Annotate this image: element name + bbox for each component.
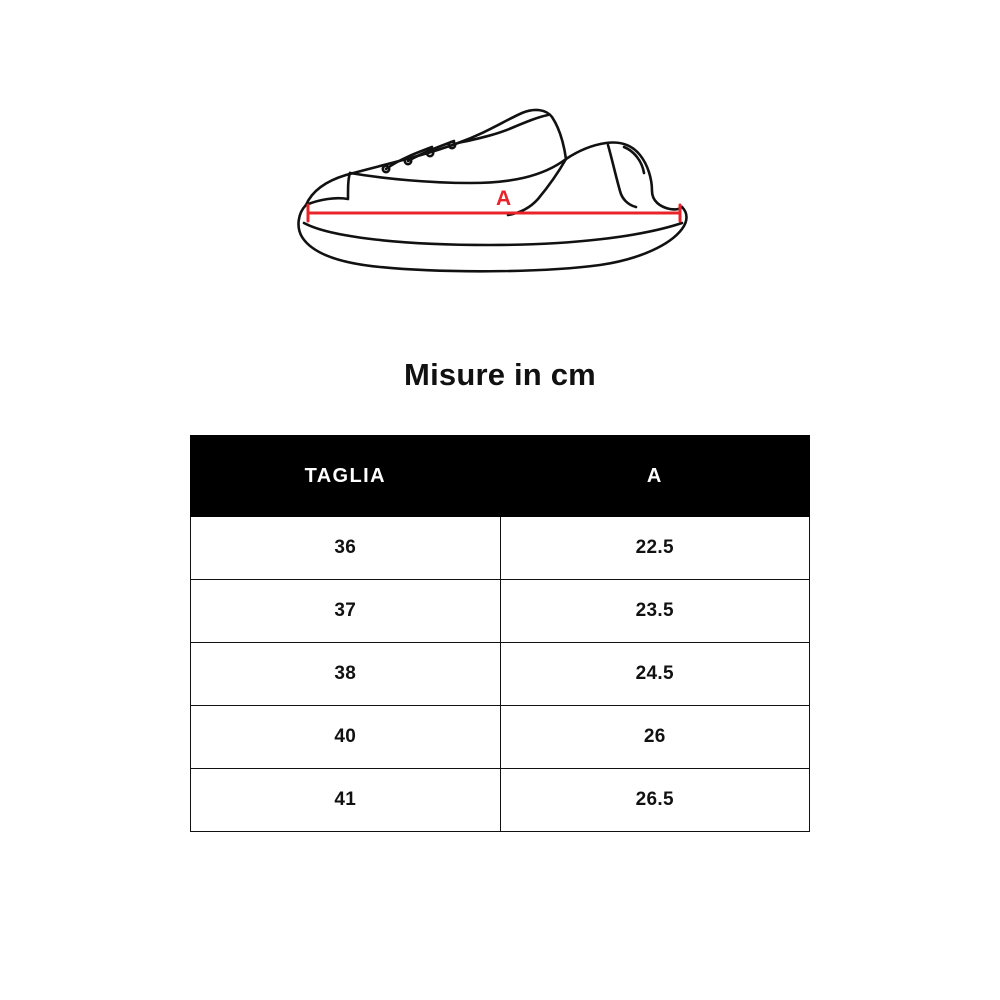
column-header-a: A [500, 436, 810, 517]
cell-size: 38 [191, 643, 501, 706]
page-title: Misure in cm [404, 357, 596, 392]
cell-length: 23.5 [500, 580, 810, 643]
cell-length: 24.5 [500, 643, 810, 706]
table-row [191, 769, 810, 832]
table-row [191, 517, 810, 580]
column-header-taglia: TAGLIA [191, 436, 501, 517]
size-table-head [191, 436, 810, 517]
cell-length: 26 [500, 706, 810, 769]
table-header-row [191, 436, 810, 517]
size-table-body [191, 517, 810, 832]
cell-size: 36 [191, 517, 501, 580]
size-table-wrap [190, 435, 810, 832]
cell-length: 22.5 [500, 517, 810, 580]
cell-size: 41 [191, 769, 501, 832]
table-row [191, 643, 810, 706]
table-row [191, 580, 810, 643]
cell-size: 37 [191, 580, 501, 643]
measure-label-a: A [496, 187, 512, 210]
cell-length: 26.5 [500, 769, 810, 832]
cell-size: 40 [191, 706, 501, 769]
shoe-diagram [290, 95, 710, 295]
size-table [190, 435, 810, 832]
table-row [191, 706, 810, 769]
